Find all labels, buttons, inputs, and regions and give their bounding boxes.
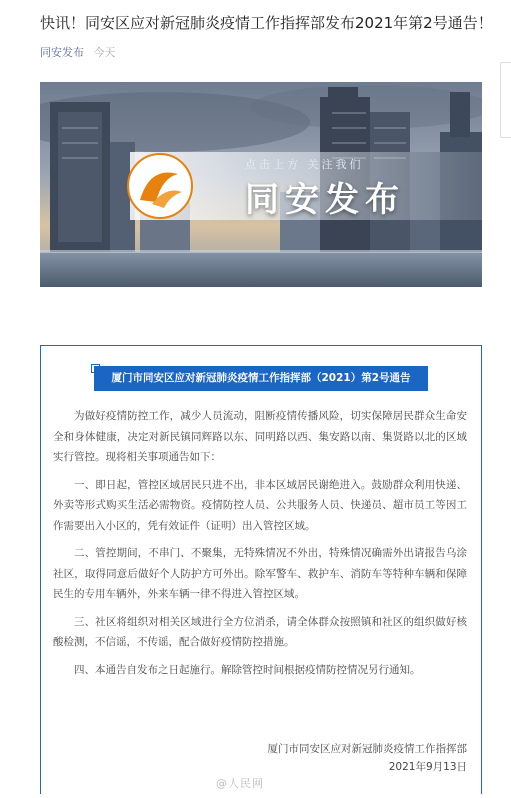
notice-paragraph: 四、本通告自发布之日起施行。解除管控时间根据疫情防控情况另行通知。	[74, 663, 421, 676]
notice-paragraph: 三、社区将组织对相关区域进行全方位消杀，请全体群众按照镇和社区的组织做好核酸检测，不信谣，不传谣，配合做好疫情防控措施。	[53, 615, 467, 648]
notice-paragraph: 二、管控期间，不串门、不聚集，无特殊情况不外出，特殊情况确需外出请报告乌涂社区，取得同意后做好个人防护方可外出。除军警车、救护车、消防车等特种车辆和保障民生的专用车辆外，外来车辆一律不得进入管控区域。	[53, 547, 467, 600]
banner-brand-text: 同安发布	[245, 180, 405, 220]
account-name-link[interactable]: 同安发布	[40, 46, 84, 59]
watermark: @人民网	[216, 777, 264, 790]
notice-signature: 厦门市同安区应对新冠肺炎疫情工作指挥部	[267, 743, 467, 755]
article-meta	[40, 44, 116, 60]
notice-body	[53, 406, 467, 687]
notice-date: 2021年9月13日	[388, 761, 467, 773]
notice-paragraph: 一、即日起，管控区域居民只进不出，非本区域居民谢绝进入。鼓励群众利用快递、外卖等形式购买生活必需物资。疫情防控人员、公共服务人员、快递员、超市员工等因工作需要出入小区的，凭有效证件（证明）出入管控区域。	[53, 478, 467, 532]
notice-box	[40, 345, 482, 794]
side-panel-edge	[500, 62, 511, 138]
banner-slogan: 点击上方 关注我们	[245, 158, 364, 171]
notice-signature-block	[167, 740, 467, 776]
notice-title: 厦门市同安区应对新冠肺炎疫情工作指挥部（2021）第2号通告	[94, 366, 428, 391]
article-title: 快讯！同安区应对新冠肺炎疫情工作指挥部发布2021年第2号通告！	[40, 14, 493, 32]
notice-paragraph: 为做好疫情防控工作，减少人员流动，阻断疫情传播风险，切实保障居民群众生命安全和身体健康，决定对新民镇同辉路以东、同明路以西、集安路以南、集贤路以北的区域实行管控。现将相关事项通告如下：	[53, 410, 467, 463]
publish-time: 今天	[93, 46, 116, 59]
banner-image	[40, 82, 482, 287]
